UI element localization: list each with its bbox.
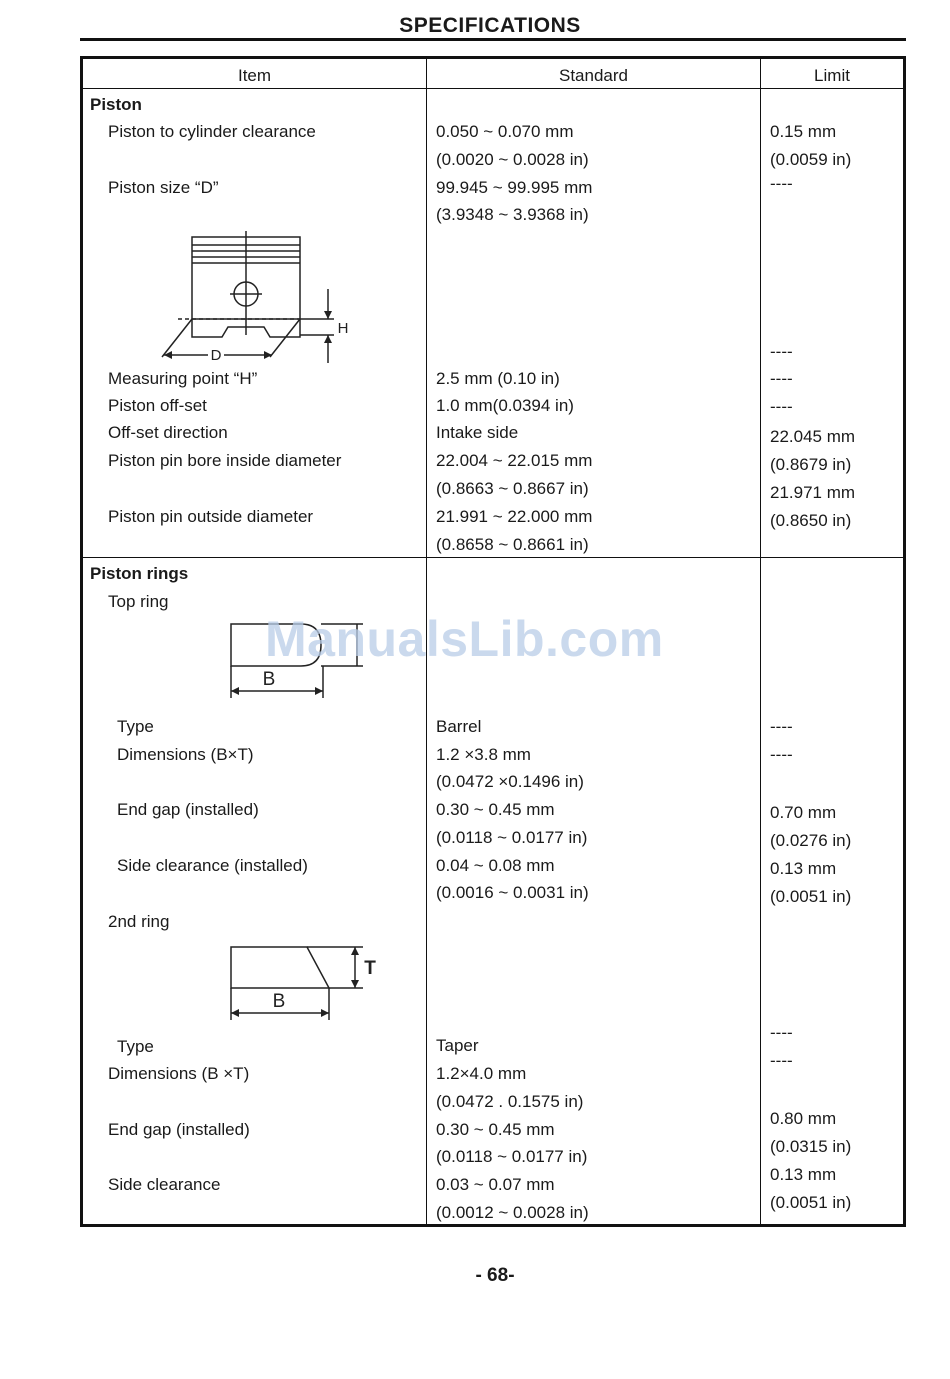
- limit-value: 22.045 mm: [770, 427, 856, 446]
- col-divider-limit: [760, 58, 761, 1225]
- diagram-label-b: B: [262, 669, 276, 690]
- diagram-label-b: B: [272, 991, 286, 1012]
- item-label: Piston to cylinder clearance: [108, 122, 316, 141]
- item-label: Piston size “D”: [108, 178, 219, 197]
- item-label: Piston off-set: [108, 396, 207, 415]
- standard-value: 1.2 ×3.8 mm: [436, 745, 531, 764]
- standard-value: 1.2×4.0 mm: [436, 1064, 527, 1083]
- limit-value: 21.971 mm: [770, 483, 856, 502]
- standard-value: (0.0012 ~ 0.0028 in): [436, 1203, 589, 1222]
- standard-value: (3.9348 ~ 3.9368 in): [436, 205, 589, 224]
- diagram-label-h: H: [337, 320, 349, 337]
- standard-value: (0.0472 ×0.1496 in): [436, 772, 584, 791]
- standard-value: (0.8658 ~ 0.8661 in): [436, 535, 589, 554]
- item-label: End gap (installed): [117, 800, 259, 819]
- item-label: Dimensions (B×T): [117, 745, 254, 764]
- standard-value: 0.30 ~ 0.45 mm: [436, 1120, 555, 1139]
- limit-value: 0.15 mm: [770, 122, 837, 141]
- second-ring-diagram: [225, 940, 385, 1025]
- limit-value: (0.0276 in): [770, 831, 852, 850]
- standard-value: 99.945 ~ 99.995 mm: [436, 178, 593, 197]
- limit-value: ----: [770, 745, 793, 764]
- item-label: Type: [117, 717, 154, 736]
- diagram-label-t: T: [364, 958, 376, 979]
- standard-value: (0.0118 ~ 0.0177 in): [436, 828, 588, 847]
- limit-value: ----: [770, 717, 793, 736]
- item-label: Top ring: [108, 592, 169, 611]
- limit-value: ----: [770, 342, 793, 361]
- item-label: Side clearance (installed): [117, 856, 308, 875]
- limit-value: (0.0315 in): [770, 1137, 852, 1156]
- limit-value: ----: [770, 369, 793, 388]
- watermark: ManualsLib.com: [265, 611, 664, 667]
- table-border-right: [903, 56, 906, 1227]
- column-header-item: Item: [237, 66, 272, 85]
- standard-value: (0.0020 ~ 0.0028 in): [436, 150, 589, 169]
- limit-value: (0.0051 in): [770, 887, 852, 906]
- standard-value: Taper: [436, 1036, 479, 1055]
- standard-value: 21.991 ~ 22.000 mm: [436, 507, 593, 526]
- table-border-left: [80, 56, 83, 1227]
- item-label: 2nd ring: [108, 912, 170, 931]
- standard-value: 0.050 ~ 0.070 mm: [436, 122, 574, 141]
- item-label: Dimensions (B ×T): [108, 1064, 250, 1083]
- limit-value: 0.80 mm: [770, 1109, 837, 1128]
- section-heading-piston-rings: Piston rings: [90, 564, 189, 583]
- limit-value: 0.13 mm: [770, 859, 837, 878]
- item-label: Side clearance: [108, 1175, 221, 1194]
- limit-value: ----: [770, 174, 793, 193]
- item-label: Piston pin outside diameter: [108, 507, 314, 526]
- limit-value: 0.13 mm: [770, 1165, 837, 1184]
- standard-value: Intake side: [436, 423, 519, 442]
- limit-value: (0.0059 in): [770, 150, 852, 169]
- section-divider: [82, 557, 904, 558]
- standard-value: 1.0 mm(0.0394 in): [436, 396, 574, 415]
- table-border-top: [80, 56, 906, 59]
- limit-value: ----: [770, 1023, 793, 1042]
- limit-value: 0.70 mm: [770, 803, 837, 822]
- standard-value: Barrel: [436, 717, 482, 736]
- limit-value: ----: [770, 397, 793, 416]
- standard-value: 2.5 mm (0.10 in): [436, 369, 560, 388]
- section-heading-piston: Piston: [90, 95, 142, 114]
- standard-value: (0.0118 ~ 0.0177 in): [436, 1147, 588, 1166]
- limit-value: (0.8679 in): [770, 455, 852, 474]
- standard-value: 0.30 ~ 0.45 mm: [436, 800, 555, 819]
- header-row-divider: [82, 88, 904, 89]
- column-header-limit: Limit: [814, 66, 850, 85]
- standard-value: 22.004 ~ 22.015 mm: [436, 451, 593, 470]
- limit-value: (0.8650 in): [770, 511, 852, 530]
- limit-value: (0.0051 in): [770, 1193, 852, 1212]
- column-header-standard: Standard: [559, 66, 628, 85]
- piston-diagram: [150, 225, 365, 370]
- item-label: Type: [117, 1037, 154, 1056]
- standard-value: (0.0472 . 0.1575 in): [436, 1092, 584, 1111]
- standard-value: (0.8663 ~ 0.8667 in): [436, 479, 589, 498]
- item-label: End gap (installed): [108, 1120, 250, 1139]
- title-underline: [80, 38, 906, 41]
- item-label: Piston pin bore inside diameter: [108, 451, 342, 470]
- diagram-label-d: D: [210, 347, 222, 364]
- page-title: SPECIFICATIONS: [399, 14, 581, 37]
- standard-value: 0.03 ~ 0.07 mm: [436, 1175, 555, 1194]
- item-label: Off-set direction: [108, 423, 228, 442]
- standard-value: 0.04 ~ 0.08 mm: [436, 856, 555, 875]
- limit-value: ----: [770, 1051, 793, 1070]
- page-number: - 68-: [475, 1265, 515, 1286]
- item-label: Measuring point “H”: [108, 369, 258, 388]
- table-border-bottom: [80, 1224, 906, 1227]
- standard-value: (0.0016 ~ 0.0031 in): [436, 883, 589, 902]
